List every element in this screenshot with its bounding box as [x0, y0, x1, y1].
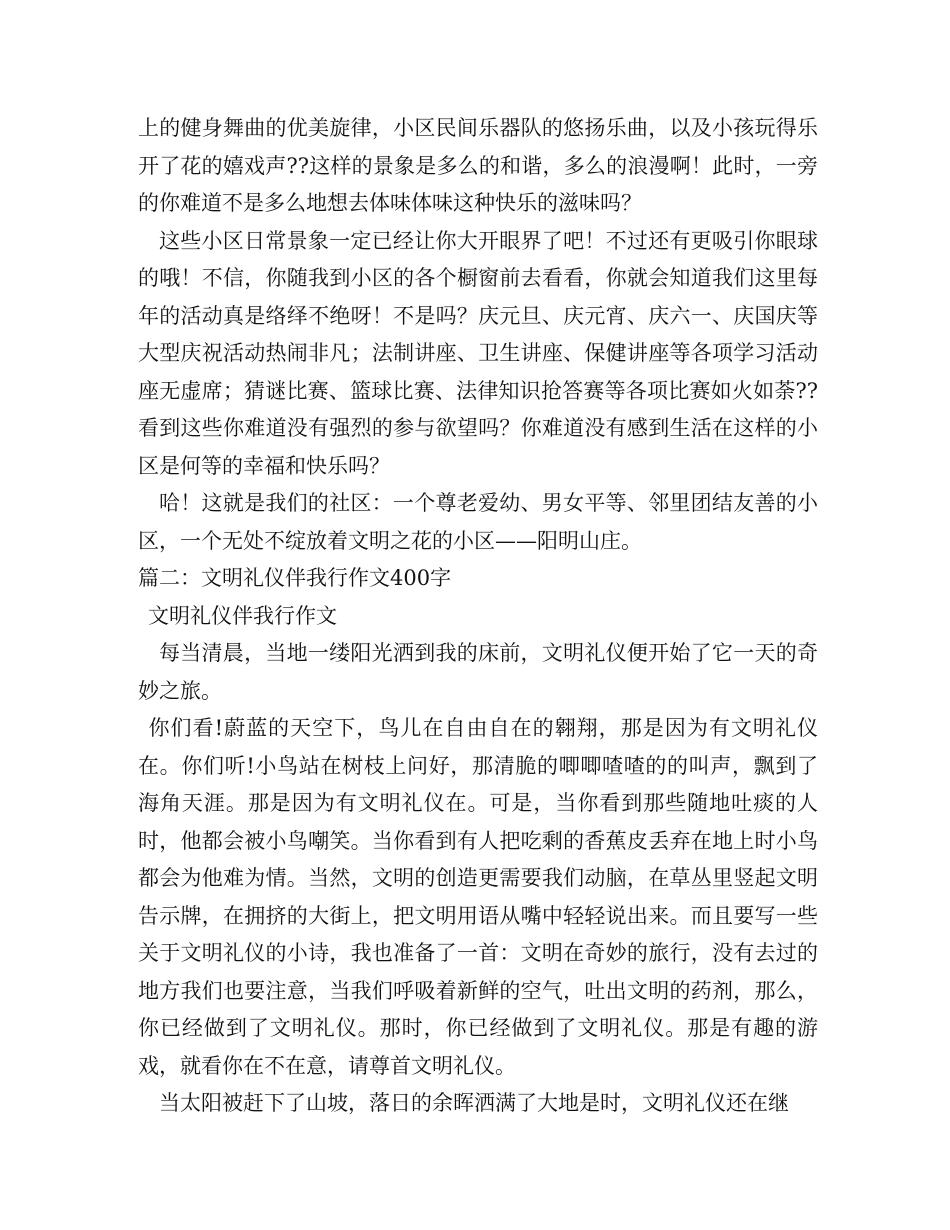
document-body — [138, 110, 818, 1123]
essay-title: 文明礼仪伴我行作文 — [148, 603, 337, 628]
section-heading: 篇二：文明礼仪伴我行作文400字 — [138, 566, 452, 590]
essay-paragraph-main: 你们看!蔚蓝的天空下，鸟儿在自由自在的翱翔，那是因为有文明礼仪在。你们听!小鸟站在树枝上问好，那清脆的唧唧喳喳的的叫声，飘到了海角天涯。那是因为有文明礼仪在。可是，当你看到那些随地吐痰的人时，他都会被小鸟嘲笑。当你看到有人把吃剩的香蕉皮丢弃在地上时小鸟都会为他难为情。当然，文明的创造更需要我们动脑，在草丛里竖起文明告示牌，在拥挤的大街上，把文明用语从嘴中轻轻说出来。而且要写一些关于文明礼仪的小诗，我也准备了一首：文明在奇妙的旅行，没有去过的地方我们也要注意，当我们呼吸着新鲜的空气，吐出文明的药剂，那么，你已经做到了文明礼仪。那时，你已经做到了文明礼仪。那是有趣的游戏，就看你在不在意，请尊首文明礼仪。 — [138, 716, 818, 1078]
essay-paragraph-evening: 当太阳被赶下了山坡，落日的余晖洒满了大地是时，文明礼仪还在继 — [159, 1091, 789, 1115]
essay-paragraph-morning: 每当清晨，当地一缕阳光洒到我的床前，文明礼仪便开始了它一天的奇妙之旅。 — [138, 641, 818, 703]
paragraph-community-sounds: 上的健身舞曲的优美旋律，小区民间乐器队的悠扬乐曲，以及小孩玩得乐开了花的嬉戏声??这样的景象是多么的和谐，多么的浪漫啊！此时，一旁的你难道不是多么地想去体味体味这种快乐的滋味吗？ — [138, 116, 818, 215]
paragraph-community-activities: 这些小区日常景象一定已经让你大开眼界了吧！不过还有更吸引你眼球的哦！不信，你随我到小区的各个橱窗前去看看，你就会知道我们这里每年的活动真是络绎不绝呀！不是吗？庆元旦、庆元宵、庆六一、庆国庆等大型庆祝活动热闹非凡；法制讲座、卫生讲座、保健讲座等各项学习活动座无虚席；猜谜比赛、篮球比赛、法律知识抢答赛等各项比赛如火如荼??看到这些你难道没有强烈的参与欲望吗？你难道没有感到生活在这样的小区是何等的幸福和快乐吗？ — [138, 228, 818, 478]
paragraph-community-summary: 哈！这就是我们的社区：一个尊老爱幼、男女平等、邻里团结友善的小区，一个无处不绽放着文明之花的小区——阳明山庄。 — [138, 491, 818, 553]
